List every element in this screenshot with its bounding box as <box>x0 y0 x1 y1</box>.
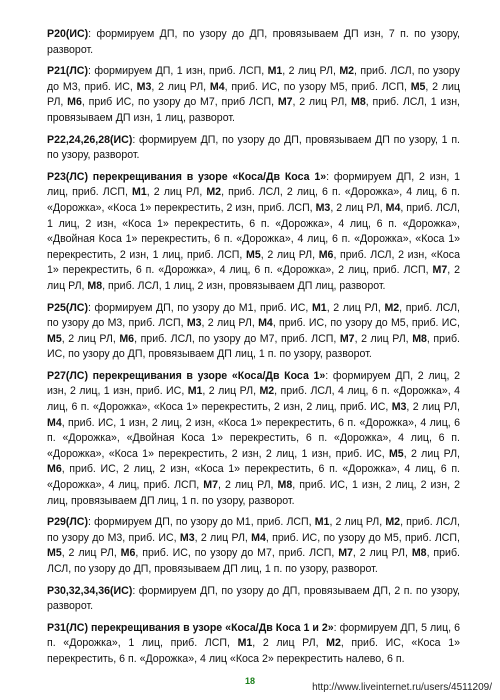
body-text: , 2 лиц РЛ, <box>330 201 386 214</box>
body-text: , 2 лиц РЛ, <box>329 516 386 529</box>
bold-text: M4 <box>251 531 266 544</box>
bold-text: M1 <box>314 516 330 529</box>
body-text: , 2 лиц РЛ, <box>406 401 460 414</box>
body-text: , 2 лиц РЛ, <box>47 80 460 109</box>
body-text: , приб. ИС, «Коса 1» перекрестить, 6 п. «Дорожка», 4 лиц «Коса 2» перекрестить налево, 6 п. <box>47 637 460 665</box>
bold-text: M4 <box>209 80 225 93</box>
bold-text: P25(ЛС) <box>47 301 88 314</box>
body-text: , приб. ИС, по узору до М7, приб. ЛСП, <box>135 547 339 560</box>
body-text: , приб. ЛСЛ, по узору до М3, приб. ЛСП, <box>47 301 460 330</box>
body-text: , приб. ЛСЛ, 4 лиц, 6 п. «Дорожка», 4 лиц, 6 п. «Дорожка», «Коса 1» перекрестить, 2 изн, 2 лиц, приб. ИС, <box>47 385 460 414</box>
bold-text: M8 <box>412 332 427 345</box>
bold-text: M3 <box>136 80 152 93</box>
body-text: , 2 лиц РЛ, <box>202 385 260 398</box>
bold-text: M3 <box>179 531 195 544</box>
bold-text: M2 <box>385 516 401 529</box>
bold-text: M2 <box>384 301 400 314</box>
bold-text: P23(ЛС) перекрещивания в узоре «Коса/Дв Коса 1» <box>47 170 327 183</box>
body-text: , приб. ИС, по узору до М5, приб. ИС, <box>272 317 460 330</box>
body-text: , приб. ЛСЛ, 2 лиц, 6 п. «Дорожка», 4 лиц, 6 п. «Дорожка», «Коса 1» перекрестить, 2 изн, приб. ЛСП, <box>47 186 460 214</box>
instruction-paragraph <box>47 369 460 509</box>
watermark-url: http://www.liveinternet.ru/users/4511209/ <box>312 682 492 693</box>
body-text: , приб. ИС, 1 изн, 2 лиц, 2 изн, 2 лиц, провязываем ДП лиц, 1 п. по узору, разворот. <box>47 479 460 507</box>
bold-text: M3 <box>315 201 331 214</box>
body-text: : формируем ДП, по узору до М1, приб. ЛСП, <box>88 516 315 529</box>
bold-text: M1 <box>267 65 283 78</box>
body-text: , приб. ИС, 2 лиц, 2 изн, «Коса 1» перекрестить, 6 п. «Дорожка», 4 лиц, 6 п. «Дорожка», 4 лиц, приб. ЛСП, <box>47 463 460 492</box>
bold-text: M7 <box>339 332 355 345</box>
body-text: , приб. ИС, по узору до М5, приб. ЛСП, <box>265 531 460 544</box>
body-text: , 2 лиц РЛ, <box>201 317 259 330</box>
document-body <box>47 27 460 674</box>
body-text: , приб. ЛСЛ, 1 лиц, 2 изн, провязываем ДП лиц, разворот. <box>102 279 386 292</box>
bold-text: P29(ЛС) <box>47 516 88 529</box>
bold-text: M5 <box>388 447 404 460</box>
body-text: , приб. ЛСЛ, 1 лиц, 2 изн, «Коса 1» перекрестить, 6 п. «Дорожка», 4 лиц, 6 п. «Дорожка», «Двойная Коса 1» перекрестить, 6 п. «Дорожка», 4 лиц, 6 п. «Дорожка», «Коса 1» перекрестить, 2 изн, 1 лиц, приб. ЛСП, <box>47 201 460 261</box>
bold-text: M1 <box>187 385 203 398</box>
bold-text: M6 <box>47 463 62 476</box>
instruction-paragraph <box>47 584 460 615</box>
bold-text: M2 <box>259 385 275 398</box>
bold-text: P22,24,26,28(ИС) <box>47 133 133 146</box>
bold-text: M4 <box>47 416 62 429</box>
bold-text: M7 <box>338 547 353 560</box>
bold-text: M8 <box>277 479 293 492</box>
bold-text: M5 <box>410 80 426 93</box>
bold-text: P30,32,34,36(ИС) <box>47 584 133 597</box>
instruction-paragraph <box>47 64 460 126</box>
body-text: , 2 лиц РЛ, <box>354 332 413 345</box>
body-text: : формируем ДП, 2 лиц, 2 изн, 2 лиц, 1 изн, приб. ИС, <box>47 369 460 398</box>
body-text: , 2 лиц РЛ, <box>326 301 385 314</box>
bold-text: M4 <box>258 317 273 330</box>
bold-text: M4 <box>385 201 401 214</box>
instruction-paragraph <box>47 27 460 58</box>
body-text: : формируем ДП, по узору до ДП, провязываем ДП по узору, 1 п. по узору, разворот. <box>47 133 460 162</box>
bold-text: P27(ЛС) перекрещивания в узоре «Коса/Дв Коса 1» <box>47 369 326 382</box>
bold-text: M2 <box>326 637 341 650</box>
bold-text: M8 <box>351 96 366 109</box>
instruction-paragraph <box>47 133 460 164</box>
bold-text: M2 <box>206 186 222 199</box>
bold-text: P31(ЛС) перекрещивания в узоре «Коса/Дв Коса 1 и 2» <box>47 621 334 634</box>
bold-text: M2 <box>339 65 355 78</box>
body-text: , приб. ЛСЛ, 1 изн, провязываем ДП изн, 1 лиц, разворот. <box>47 96 460 124</box>
body-text: , приб. ИС, 1 изн, 2 лиц, 2 изн, «Коса 1» перекрестить, 6 п. «Дорожка», 4 лиц, 6 п. «Дорожка», «Двойная Коса 1» перекрестить, 6 п. «Дорожка», 4 лиц, 6 п. «Дорожка», «Коса 1» перекрестить, 2 изн, 2 лиц, 1 изн, приб. ИС, <box>47 416 460 460</box>
page-number: 18 <box>245 676 256 686</box>
bold-text: M6 <box>318 248 334 261</box>
bold-text: M5 <box>47 332 62 345</box>
body-text: , 2 лиц РЛ, <box>151 80 210 93</box>
bold-text: M6 <box>67 96 82 109</box>
body-text: : формируем ДП, 2 изн, 1 лиц, приб. ЛСП, <box>47 170 460 199</box>
body-text: , приб. ЛСЛ, по узору до М3, приб. ИС, <box>47 516 460 544</box>
bold-text: M8 <box>87 279 103 292</box>
bold-text: P20(ИС) <box>47 28 89 40</box>
body-text: : формируем ДП, 5 лиц, 6 п. «Дорожка», 1 лиц, приб. ЛСП, <box>47 621 460 650</box>
body-text: : формируем ДП, по узору до ДП, провязываем ДП, 2 п. по узору, разворот. <box>47 584 460 613</box>
bold-text: M1 <box>237 637 253 650</box>
bold-text: M6 <box>120 547 136 560</box>
body-text: , приб. ЛСЛ, по узору до М7, приб. ЛСП, <box>134 332 340 345</box>
bold-text: M7 <box>277 96 293 109</box>
bold-text: M1 <box>311 301 327 314</box>
body-text: , 2 лиц РЛ, <box>403 447 460 460</box>
body-text: , приб. ЛСЛ, по узору до ДП, провязываем ДП лиц, 1 п. по узору, разворот. <box>47 547 460 575</box>
body-text: , 2 лиц РЛ, <box>146 186 207 199</box>
body-text: , 2 лиц РЛ, <box>282 65 340 78</box>
bold-text: M8 <box>411 547 427 560</box>
body-text: , 2 лиц РЛ, <box>194 531 252 544</box>
body-text: , 2 лиц РЛ, <box>292 96 352 109</box>
bold-text: M7 <box>432 264 448 277</box>
bold-text: M3 <box>391 401 407 414</box>
instruction-paragraph <box>47 170 460 295</box>
body-text: , приб ИС, по узору до М7, приб ЛСП, <box>81 96 278 109</box>
bold-text: M6 <box>119 332 135 345</box>
instruction-paragraph <box>47 621 460 668</box>
bold-text: P21(ЛС) <box>47 65 88 78</box>
body-text: : формируем ДП, по узору до М1, приб. ИС, <box>88 301 312 314</box>
body-text: , приб. ЛСЛ, по узору до М3, приб. ИС, <box>47 65 460 93</box>
body-text: : формируем ДП, по узору до ДП, провязываем ДП изн, 7 п. по узору, разворот. <box>47 28 460 56</box>
instruction-paragraph <box>47 301 460 363</box>
bold-text: M5 <box>47 547 62 560</box>
body-text: , 2 лиц РЛ, <box>218 479 278 492</box>
bold-text: M3 <box>186 317 202 330</box>
body-text: , приб. ИС, по узору М5, приб. ЛСП, <box>224 80 411 93</box>
body-text: , 2 лиц РЛ, <box>47 264 460 292</box>
body-text: , 2 лиц РЛ, <box>61 547 121 560</box>
body-text: , 2 лиц РЛ, <box>260 248 319 261</box>
instruction-paragraph <box>47 515 460 577</box>
body-text: : формируем ДП, 1 изн, приб. ЛСП, <box>88 65 268 78</box>
body-text: , 2 лиц РЛ, <box>352 547 412 560</box>
bold-text: M7 <box>203 479 219 492</box>
body-text: , приб. ИС, по узору до ДП, провязываем ДП лиц, 1 п. по узору, разворот. <box>47 332 460 361</box>
body-text: , приб. ЛСЛ, 2 изн, «Коса 1» перекрестить, 6 п. «Дорожка», 4 лиц, 6 п. «Дорожка», 2 лиц, приб. ЛСП, <box>47 248 460 277</box>
body-text: , 2 лиц РЛ, <box>252 637 327 650</box>
body-text: , 2 лиц РЛ, <box>61 332 120 345</box>
bold-text: M1 <box>132 186 147 199</box>
bold-text: M5 <box>246 248 261 261</box>
